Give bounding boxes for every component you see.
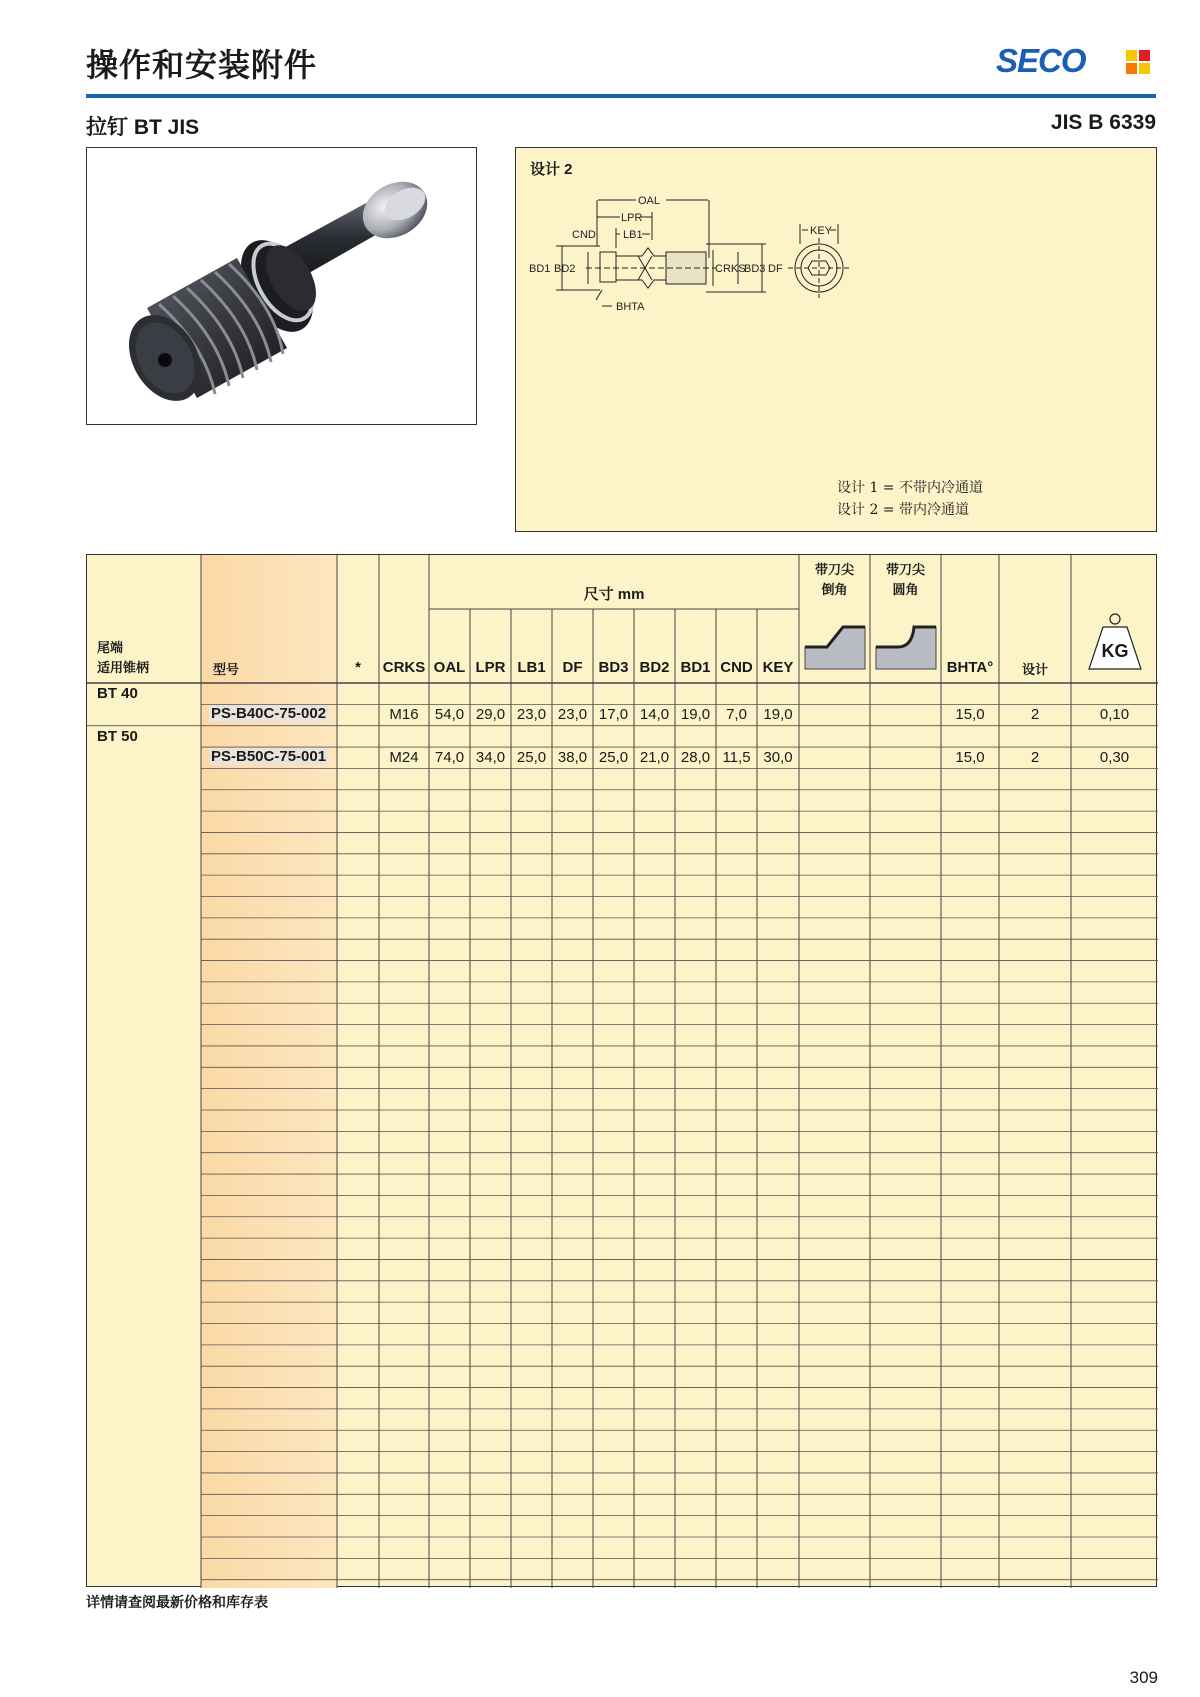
header-star: * [355,659,361,676]
cell-bhta: 15,0 [955,706,985,724]
technical-drawing [515,147,1157,532]
header-crks: CRKS [382,659,426,676]
header-bhta: BHTA° [946,659,994,676]
cell-crks: M24 [389,749,419,767]
header-dim-oal: OAL [433,659,466,676]
dim-crks-label: CRKS [715,263,746,275]
page-number: 309 [1129,1668,1158,1687]
legend-line: 设计 2 = 带内冷通道 [837,502,969,518]
cell-dim: 19,0 [763,706,793,724]
footer-note: 详情请查阅最新价格和库存表 [86,1595,268,1611]
shank-label: BT 40 [97,685,138,702]
header-model: 型号 [213,663,240,678]
header-dim-cnd: CND [720,659,753,676]
dim-lb1-label: LB1 [623,229,643,241]
cell-dim: 28,0 [680,749,711,767]
header-radius: 带刀尖 圆角 [885,563,925,598]
cell-dim: 25,0 [516,749,547,767]
cell-dim: 19,0 [680,706,711,724]
weight-icon-label: KG [1101,641,1129,661]
design-legend [837,477,983,521]
cell-dim: 23,0 [516,706,547,724]
cell-dim: 7,0 [726,706,747,724]
header-design: 设计 [1021,663,1048,678]
standard-code: JIS B 6339 [1050,111,1156,134]
spec-table [86,554,1157,1587]
weight-icon [1087,613,1143,673]
header-dim-lb1: LB1 [517,659,546,676]
dim-key-label: KEY [810,225,833,237]
header-dim-bd2: BD2 [639,659,670,676]
design-label: 设计 2 [530,161,573,178]
dim-bhta-label: BHTA [616,301,645,313]
cell-dim: 29,0 [475,706,506,724]
dim-oal-label: OAL [638,195,661,207]
header-dim-bd1: BD1 [680,659,711,676]
radius-icon [874,617,938,671]
dim-df-label: DF [768,263,783,275]
header-dimensions: 尺寸 mm [583,586,645,603]
dim-lpr-label: LPR [621,212,643,224]
header-dim-lpr: LPR [475,659,506,676]
page-title: 操作和安装附件 [86,46,318,84]
header-dim-df: DF [562,659,583,676]
section-subtitle: 拉钉 BT JIS [86,116,200,139]
logo-mark-icon [1126,50,1150,74]
cell-dim: 74,0 [434,749,465,767]
chamfer-icon [803,617,867,671]
cell-weight: 0,30 [1099,749,1130,767]
legend-line: 设计 1 = 不带内冷通道 [837,480,983,496]
header-shank: 尾端 适用锥柄 [97,641,150,676]
cell-dim: 38,0 [557,749,588,767]
header-dim-bd3: BD3 [598,659,629,676]
dim-bd2-label: BD2 [554,263,576,275]
cell-crks: M16 [389,706,419,724]
cell-dim: 30,0 [763,749,793,767]
header-dim-key: KEY [762,659,794,676]
cell-dim: 11,5 [722,749,751,767]
cell-dim: 17,0 [598,706,629,724]
product-photo [86,147,477,425]
dim-cnd-label: CND [572,229,596,241]
shank-label: BT 50 [97,727,138,745]
cell-dim: 23,0 [557,706,588,724]
cell-dim: 54,0 [434,706,465,724]
cell-dim: 21,0 [639,749,670,767]
cell-design: 2 [1030,749,1040,767]
header-chamfer: 带刀尖 倒角 [814,563,854,598]
header-rule [86,94,1156,98]
dim-bd3-label: BD3 [744,263,766,275]
cell-dim: 34,0 [475,749,506,767]
dimension-diagram [516,148,1158,533]
brand-name: SECO [996,42,1086,79]
dim-bd1-label: BD1 [529,263,551,275]
cell-dim: 25,0 [598,749,629,767]
cell-dim: 14,0 [639,706,670,724]
seco-logo [996,42,1156,82]
pull-stud-image [87,148,478,426]
model-code[interactable]: PS-B40C-75-002 [211,705,327,723]
model-code[interactable]: PS-B50C-75-001 [211,748,327,766]
cell-weight: 0,10 [1099,706,1130,724]
cell-bhta: 15,0 [955,749,985,767]
cell-design: 2 [1030,706,1040,724]
